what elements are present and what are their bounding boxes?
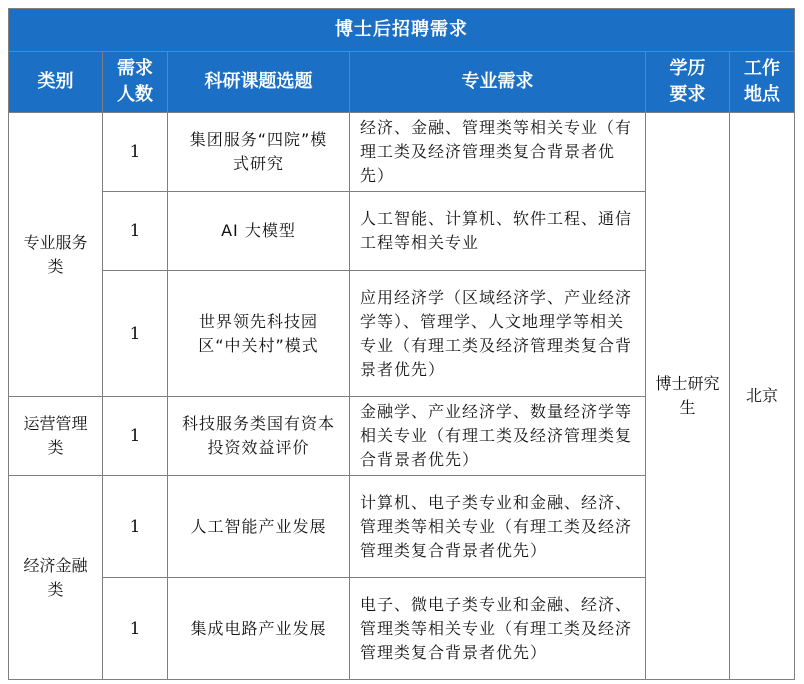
count-cell: 1 — [103, 476, 168, 578]
header-category: 类别 — [9, 52, 103, 113]
major-cell: 金融学、产业经济学、数量经济学等相关专业（有理工类及经济管理类复合背景者优先） — [350, 397, 646, 476]
topic-cell: AI 大模型 — [168, 192, 350, 271]
count-cell: 1 — [103, 271, 168, 397]
category-cell: 经济金融类 — [9, 476, 103, 680]
count-cell: 1 — [103, 113, 168, 192]
topic-cell: 科技服务类国有资本投资效益评价 — [168, 397, 350, 476]
topic-cell: 人工智能产业发展 — [168, 476, 350, 578]
major-cell: 计算机、电子类专业和金融、经济、管理类等相关专业（有理工类及经济管理类复合背景者优先） — [350, 476, 646, 578]
major-cell: 人工智能、计算机、软件工程、通信工程等相关专业 — [350, 192, 646, 271]
table-title: 博士后招聘需求 — [9, 9, 795, 52]
header-major: 专业需求 — [350, 52, 646, 113]
topic-cell: 集成电路产业发展 — [168, 578, 350, 680]
major-cell: 经济、金融、管理类等相关专业（有理工类及经济管理类复合背景者优先） — [350, 113, 646, 192]
count-cell: 1 — [103, 192, 168, 271]
location-cell: 北京 — [730, 113, 795, 680]
category-cell: 专业服务类 — [9, 113, 103, 397]
header-location: 工作地点 — [730, 52, 795, 113]
count-cell: 1 — [103, 397, 168, 476]
topic-cell: 集团服务“四院”模式研究 — [168, 113, 350, 192]
header-topic: 科研课题选题 — [168, 52, 350, 113]
header-count: 需求人数 — [103, 52, 168, 113]
major-cell: 电子、微电子类专业和金融、经济、管理类等相关专业（有理工类及经济管理类复合背景者优先） — [350, 578, 646, 680]
major-cell: 应用经济学（区域经济学、产业经济学等）、管理学、人文地理学等相关专业（有理工类及经济管理类复合背景者优先） — [350, 271, 646, 397]
count-cell: 1 — [103, 578, 168, 680]
table-row — [9, 113, 795, 192]
education-cell: 博士研究生 — [646, 113, 730, 680]
category-cell: 运营管理类 — [9, 397, 103, 476]
header-education: 学历要求 — [646, 52, 730, 113]
recruitment-table — [8, 8, 795, 680]
topic-cell: 世界领先科技园区“中关村”模式 — [168, 271, 350, 397]
